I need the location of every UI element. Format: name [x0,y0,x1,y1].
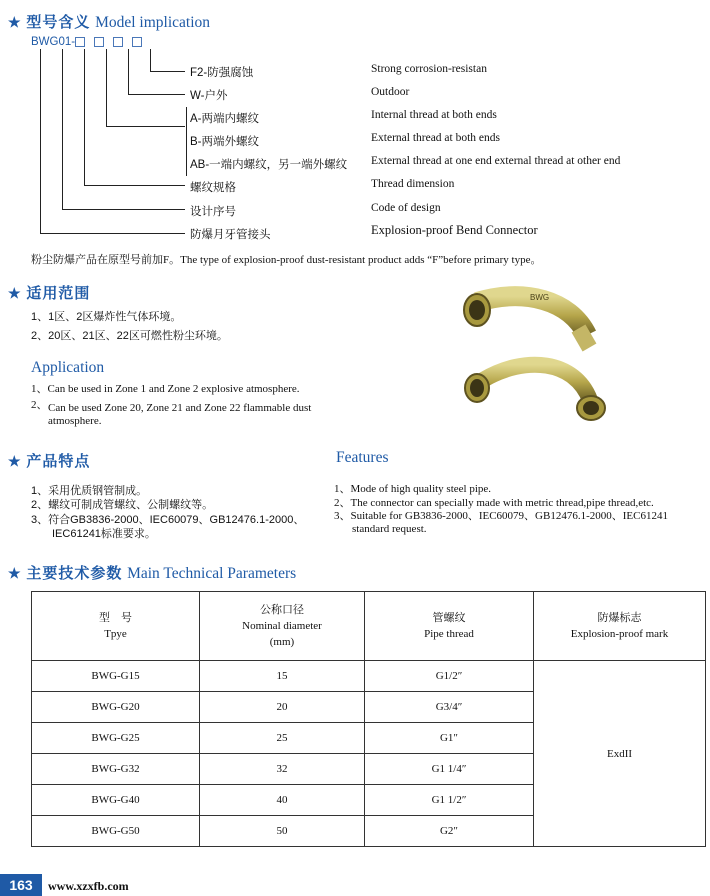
params-table [31,591,706,847]
cell-type: BWG-G50 [32,816,200,847]
code-box-1 [75,37,85,47]
item-num: 1、 [31,383,48,395]
star-icon: ★ [8,287,22,302]
features-cn-item: 2、螺纹可制成管螺纹、公制螺纹等。 [31,499,214,511]
header-type [32,592,200,661]
cell-diameter: 20 [200,692,365,723]
header-en: Pipe thread [424,628,474,640]
item-text: Can be used in Zone 1 and Zone 2 explosive atmosphere. [47,383,300,395]
header-en: Explosion-proof mark [570,628,669,640]
header-en: Nominal diameter [242,620,322,632]
cell-thread: G1 1/2″ [365,785,534,816]
cell-mark: ExdII [534,661,706,847]
model-item-cn: F2-防强腐蚀 [190,67,254,79]
features-en-item: 3、Suitable for GB3836-2000、IEC60079、GB12476.1-2000、IEC61241 [334,510,668,522]
bend-connector-photo [455,280,615,430]
cell-type: BWG-G25 [32,723,200,754]
header-cn: 型 号 [99,612,132,624]
application-section-title [8,282,90,303]
model-item-en: Strong corrosion-resistan [371,63,487,75]
params-section-title [8,562,296,583]
footer-url[interactable]: www.xzxfb.com [48,879,129,893]
cell-thread: G1 1/4″ [365,754,534,785]
cell-thread: G3/4″ [365,692,534,723]
features-title-en: Features [336,449,389,466]
cell-type: BWG-G32 [32,754,200,785]
features-en-item: 1、Mode of high quality steel pipe. [334,483,492,495]
cell-diameter: 40 [200,785,365,816]
model-item-cn: AB-一端内螺纹，另一端外螺纹 [190,159,348,171]
model-item-cn: A-两端内螺纹 [190,113,259,125]
cell-diameter: 25 [200,723,365,754]
model-item-cn: 螺纹规格 [190,182,236,194]
star-icon: ★ [8,455,22,470]
header-en: Tpye [104,628,127,640]
table-row [32,661,706,692]
cell-thread: G2″ [365,816,534,847]
features-en-item: 2、The connector can specially made with metric thread,pipe thread,etc. [334,497,654,509]
model-item-en: External thread at both ends [371,132,501,144]
header-cn: 公称口径 [260,604,304,616]
title-cn: 产品特点 [26,454,91,470]
model-code [31,36,151,48]
features-en-item: standard request. [352,523,427,535]
title-en: Main Technical Parameters [127,565,297,582]
model-item-cn: 设计序号 [190,206,236,218]
header-en-unit: (mm) [269,636,295,648]
cell-type: BWG-G40 [32,785,200,816]
cell-type: BWG-G20 [32,692,200,723]
header-cn: 防爆标志 [597,612,642,624]
application-en-item-text: Can be used Zone 20, Zone 21 and Zone 22 flammable dust [48,402,312,414]
application-en-item-text2: atmosphere. [48,415,102,427]
model-item-cn: W-户外 [190,90,228,102]
cell-diameter: 32 [200,754,365,785]
header-thread [365,592,534,661]
application-title-en: Application [31,359,105,376]
bend-connector-top [464,293,596,352]
cell-type: BWG-G15 [32,661,200,692]
star-icon: ★ [8,567,22,582]
header-cn: 管螺纹 [432,612,466,624]
title-cn: 主要技术参数 [26,566,123,582]
features-cn-item: 1、采用优质钢管制成。 [31,485,148,497]
header-diameter [200,592,365,661]
model-item-cn: B-两端外螺纹 [190,136,259,148]
title-cn: 适用范围 [26,286,91,302]
code-box-3 [113,37,123,47]
title-cn: 型号含义 [26,15,91,31]
bend-connector-bottom [465,365,605,420]
application-cn-item: 2、20区、21区、22区可燃性粉尘环境。 [31,330,228,342]
model-note: 粉尘防爆产品在原型号前加F。The type of explosion-proof dust-resistant product adds “F”before primary type。 [31,254,542,266]
table-header-row [32,592,706,661]
model-item-en: Internal thread at both ends [371,109,497,121]
model-item-en: Explosion-proof Bend Connector [371,223,538,237]
header-mark [534,592,706,661]
title-en: Model implication [95,14,211,31]
code-box-2 [94,37,104,47]
code-box-4 [132,37,142,47]
model-item-en: Outdoor [371,86,410,98]
application-en-item [31,382,300,397]
model-item-en: Code of design [371,202,441,214]
cell-thread: G1″ [365,723,534,754]
cell-diameter: 15 [200,661,365,692]
cell-diameter: 50 [200,816,365,847]
application-en-item-num: 2、 [31,399,48,411]
features-cn-item: 3、符合GB3836-2000、IEC60079、GB12476.1-2000、 [31,514,305,526]
connector-marking: BWG [530,293,550,302]
page-number: 163 [0,874,42,896]
model-item-cn: 防爆月牙管接头 [190,229,271,241]
model-item-en: External thread at one end external thread at other end [371,155,621,167]
model-item-en: Thread dimension [371,178,455,190]
cell-thread: G1/2″ [365,661,534,692]
code-prefix: BWG01- [31,36,76,48]
star-icon: ★ [8,16,22,31]
features-cn-item: IEC61241标准要求。 [52,528,156,540]
model-section-title [8,11,210,32]
application-cn-item: 1、1区、2区爆炸性气体环境。 [31,311,182,323]
features-section-title [8,450,90,471]
